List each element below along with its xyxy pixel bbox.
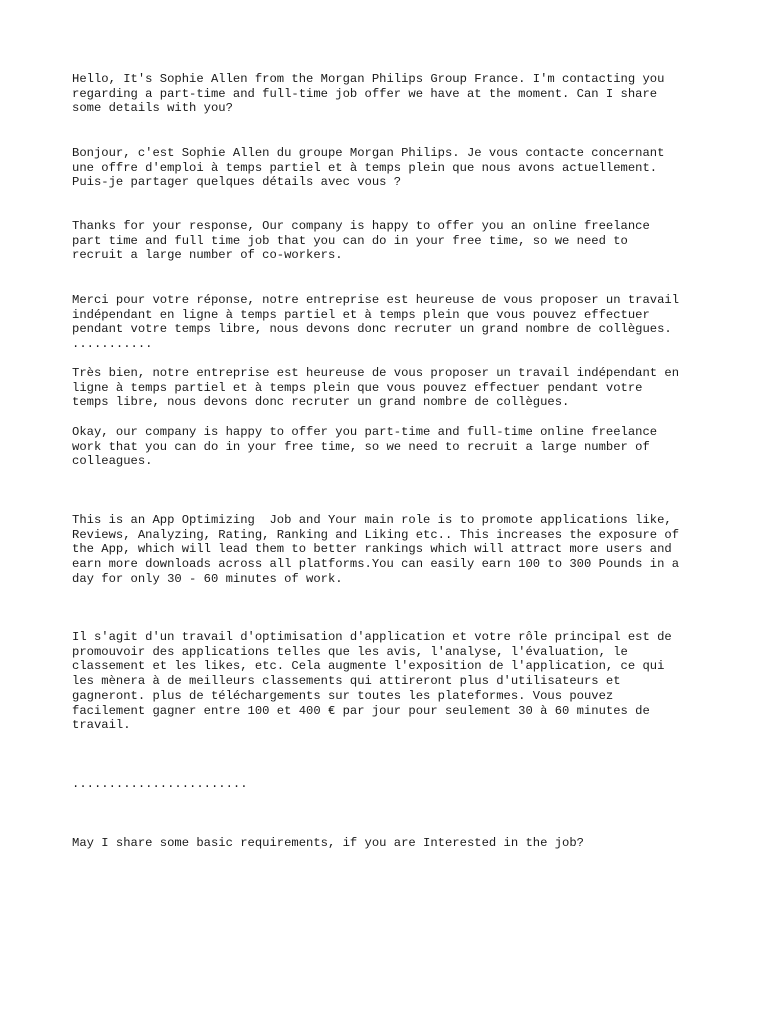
paragraph-response-english: Thanks for your response, Our company is happy to offer you an online freelance part time and full time job that you can do in your free time, so we need to recruit a large number of co-workers. (72, 219, 650, 263)
paragraph-role-english: This is an App Optimizing Job and Your main role is to promote applications like, Reviews, Analyzing, Rating, Ranking and Liking etc.. This increases the exposure of the App, which will lead them to better rankings which will attract more users and earn more downloads across all platforms.You can easily earn 100 to 300 Pounds in a day for only 30 - 60 minutes of work. (72, 513, 680, 586)
paragraph-role-french: Il s'agit d'un travail d'optimisation d'application et votre rôle principal est de promouvoir des applications telles que les avis, l'analyse, l'évaluation, le classement et les likes, etc. Cela augmente l'exposition de l'application, ce qui les mènera à de meilleurs classements qui attireront plus d'utilisateurs et gagneront. plus de téléchargements sur toutes les plateformes. Vous pouvez facilement gagner entre 100 et 400 € par jour pour seulement 30 à 60 minutes de travail. (72, 630, 672, 733)
paragraph-requirements-question: May I share some basic requirements, if you are Interested in the job? (72, 836, 584, 850)
paragraph-offer-english: Okay, our company is happy to offer you part-time and full-time online freelance work that you can do in your free time, so we need to recruit a large number of colleagues. (72, 425, 658, 469)
paragraph-intro-english: Hello, It's Sophie Allen from the Morgan Philips Group France. I'm contacting you regarding a part-time and full-time job offer we have at the moment. Can I share some details with you? (72, 72, 665, 116)
paragraph-intro-french: Bonjour, c'est Sophie Allen du groupe Morgan Philips. Je vous contacte concernant une offre d'emploi à temps partiel et à temps plein que nous avons actuellement. Puis-je partager quelques détails avec vous ? (72, 146, 665, 190)
dotted-separator: ........................ (72, 777, 248, 791)
paragraph-response-french: Merci pour votre réponse, notre entreprise est heureuse de vous proposer un travail indépendant en ligne à temps partiel et à temps plein que vous pouvez effectuer pendant votre temps libre, nous devons donc recruter un grand nombre de collègues. ........... (72, 293, 680, 352)
paragraph-offer-french: Très bien, notre entreprise est heureuse de vous proposer un travail indépendant en ligne à temps partiel et à temps plein que vous pouvez effectuer pendant votre temps libre, nous devons donc recruter un grand nombre de collègues. (72, 366, 680, 410)
